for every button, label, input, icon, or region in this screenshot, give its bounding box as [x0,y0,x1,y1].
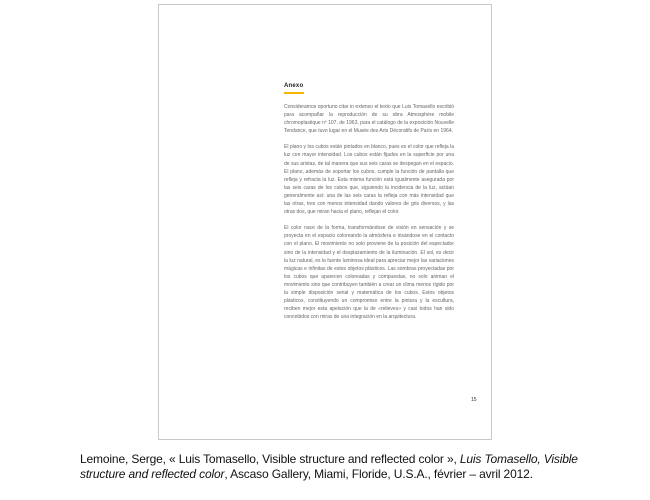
citation-caption [80,452,610,481]
page-number: 15 [471,397,477,403]
document-body [284,103,454,329]
document-page [158,4,492,440]
paragraph-1: Consideramos oportuno citar in extenso el texto que Luis Tomasello escribió para acompañar la reproducción de su obra Atmosphère mobile chromoplastique nº 107, de 1963, para el catálogo de la exposición Nouvelle Tendance, que tuvo lugar en el Musée des Arts Décoratifs de París en 1964. [284,104,454,135]
caption-italic-title: Luis Tomasello, Visible structure and reflected color [80,452,578,481]
heading-underline [284,92,304,94]
caption-text-1: Lemoine, Serge, « Luis Tomasello, Visible structure and reflected color », [80,452,460,466]
paragraph-2: El plano y los cubos están pintados en blanco, pues es el color que refleja la luz con mayor intensidad. Los cubos están fijados en la superficie por una de sus aristas, de tal manera que sus seis caras se despegan en el espacio. El plano, además de soportar los cubos, cumple la función de pantalla que refleja y refracta la luz. Esta misma función está igualmente asegurada por las seis caras de los cubos que, siguiendo la incidencia de la luz, actúan generalmente así: una de las seis caras la refleja con más intensidad que las otras, tres con menos intensidad dando valores de gris diversos, y las otras dos, que miran hacia el plano, reflejan el color. [284,144,454,216]
caption-text-2: , Ascaso Gallery, Miami, Floride, U.S.A., février – avril 2012. [224,466,533,481]
section-heading: Anexo [284,83,304,89]
paragraph-3: El color nace de la forma, transformándose de visión en sensación y se proyecta en el espacio coloreando la atmósfera e irisándose en el contacto con el plano. El movimiento no solo proviene de la posición del espectador sino de la intensidad y el desplazamiento de la iluminación. El sol, es decir la luz natural, es la fuente luminosa ideal para apreciar mejor las variaciones mágicas e infinitas de estos objetos plásticos. Las sombras proyectadas por los cubos que aparecen coloreadas y compuestas, no solo animan el movimiento sino que contribuyen también a crear un clima menos rígido por la simple disposición serial y matemática de los cubos. Estos objetos plásticos, constituyendo un compromiso entre la pintura y la escultura, reciben mejor esta apelación que la de «relieves» y casi todos han sido concebidos con miras de una integración en la arquitectura. [284,225,454,321]
